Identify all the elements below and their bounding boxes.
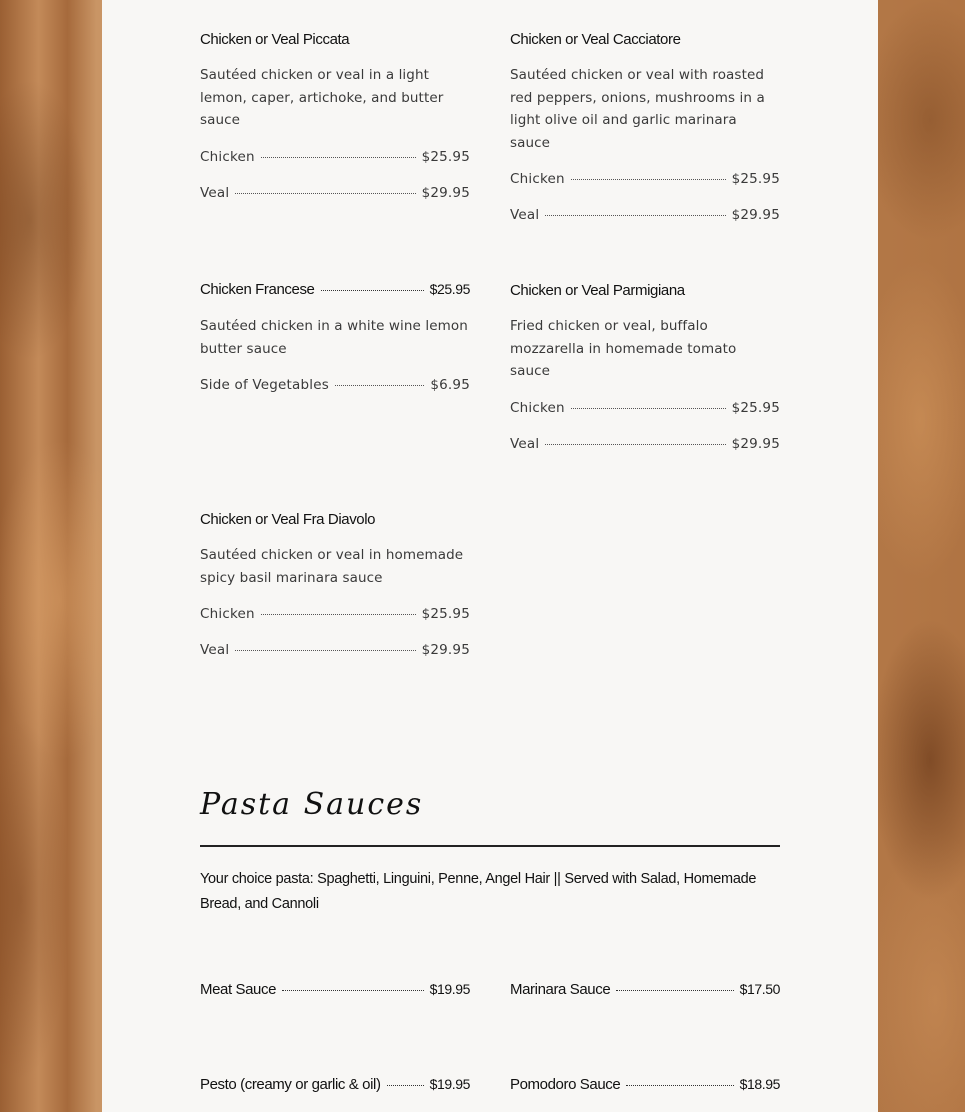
dot-leader [321, 290, 424, 291]
pasta-item-meat-sauce [200, 981, 470, 1003]
dot-leader [235, 193, 415, 194]
pasta-item-price: $19.95 [429, 1076, 470, 1092]
section-heading: Pasta Sauces [200, 787, 424, 822]
pasta-item-name: Meat Sauce [200, 981, 277, 998]
pasta-item-price: $18.95 [739, 1076, 780, 1092]
price-label: Veal [200, 184, 230, 201]
price-label: Chicken [510, 171, 565, 187]
item-title-price: $25.95 [429, 281, 470, 297]
dot-leader [282, 990, 424, 991]
price-label: Veal [510, 435, 540, 452]
item-title: Chicken or Veal Parmigiana [510, 282, 685, 299]
item-description: Fried chicken or veal, buffalo mozzarella in homemade tomato sauce [510, 318, 737, 379]
dot-leader [571, 408, 726, 409]
pasta-item-row [510, 981, 780, 1003]
section-note: Your choice pasta: Spaghetti, Linguini, Penne, Angel Hair || Served with Salad, Homemade Bread, and Cannoli [200, 871, 757, 912]
dot-leader [616, 990, 733, 991]
price-label: Veal [510, 207, 540, 223]
price-value: $25.95 [731, 399, 780, 416]
pasta-item-marinara [510, 981, 780, 1003]
menu-item-parmigiana [510, 281, 780, 458]
pasta-item-pomodoro [510, 1076, 780, 1098]
price-row-chicken [510, 171, 780, 193]
dot-leader [626, 1085, 733, 1086]
dot-leader [571, 179, 726, 180]
dot-leader [261, 157, 416, 158]
item-title: Chicken or Veal Cacciatore [510, 31, 681, 48]
price-label: Veal [200, 642, 230, 658]
price-row-veal [510, 436, 780, 458]
item-title: Chicken Francese [200, 281, 315, 298]
item-title: Chicken or Veal Piccata [200, 31, 350, 48]
price-value: $29.95 [731, 435, 780, 452]
price-value: $6.95 [430, 377, 470, 393]
menu-item-fra-diavolo [200, 510, 470, 664]
item-description: Sautéed chicken or veal in a light lemon, caper, artichoke, and butter sauce [200, 67, 444, 128]
menu-item-francese [200, 281, 470, 399]
pasta-item-row [200, 1076, 470, 1098]
price-value: $29.95 [421, 184, 470, 201]
price-label: Chicken [200, 606, 255, 622]
dot-leader [545, 215, 725, 216]
price-row-side [200, 377, 470, 399]
pasta-item-name: Pesto (creamy or garlic & oil) [200, 1076, 381, 1093]
pasta-item-name: Pomodoro Sauce [510, 1076, 621, 1093]
item-description: Sautéed chicken or veal with roasted red peppers, onions, mushrooms in a light olive oil and garlic marinara sauce [510, 67, 765, 151]
price-label: Chicken [510, 399, 565, 416]
price-row-chicken [510, 400, 780, 422]
menu-item-piccata [200, 30, 470, 207]
price-value: $29.95 [731, 207, 780, 223]
price-value: $25.95 [421, 606, 470, 622]
dot-leader [335, 385, 424, 386]
section-divider [200, 845, 780, 847]
dot-leader [235, 650, 415, 651]
pasta-item-row [510, 1076, 780, 1098]
dot-leader [387, 1085, 424, 1086]
price-label: Side of Vegetables [200, 377, 329, 393]
pasta-item-price: $17.50 [739, 981, 780, 997]
price-value: $29.95 [421, 642, 470, 658]
dot-leader [261, 614, 416, 615]
price-row-chicken [200, 606, 470, 628]
price-value: $25.95 [731, 171, 780, 187]
pasta-item-name: Marinara Sauce [510, 981, 611, 998]
menu-item-cacciatore [510, 30, 780, 229]
price-row-veal [200, 185, 470, 207]
dot-leader [545, 444, 725, 445]
item-description: Sautéed chicken in a white wine lemon butter sauce [200, 318, 468, 357]
price-label: Chicken [200, 148, 255, 165]
pasta-item-pesto [200, 1076, 470, 1098]
pasta-item-row [200, 981, 470, 1003]
item-title: Chicken or Veal Fra Diavolo [200, 511, 376, 528]
price-value: $25.95 [421, 148, 470, 165]
price-row-chicken [200, 149, 470, 171]
pasta-item-price: $19.95 [429, 981, 470, 997]
price-row-veal [510, 207, 780, 229]
item-description: Sautéed chicken or veal in homemade spicy basil marinara sauce [200, 547, 464, 586]
price-row-veal [200, 642, 470, 664]
item-title-row [200, 281, 470, 303]
